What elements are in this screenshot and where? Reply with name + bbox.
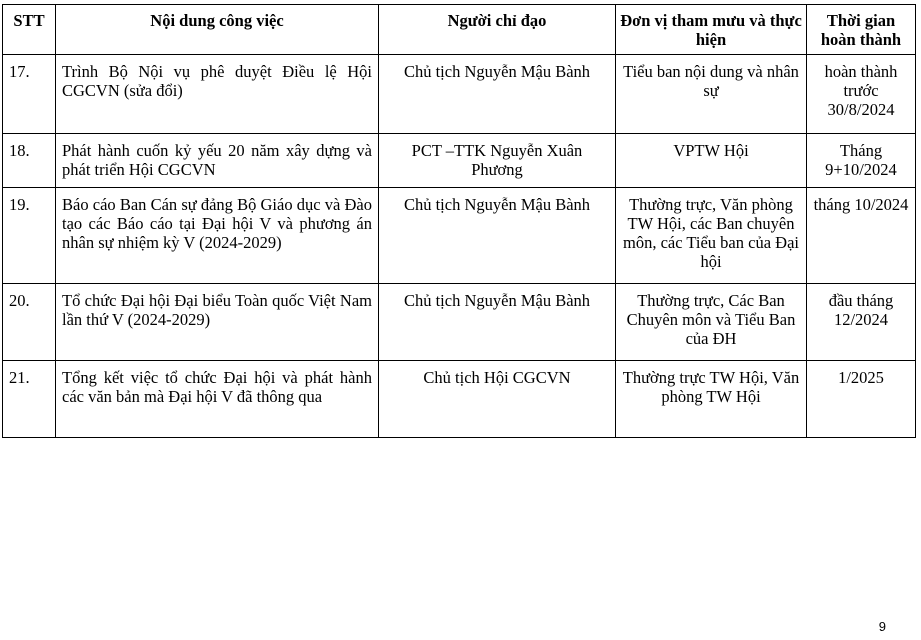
row-deadline: hoàn thành trước 30/8/2024 bbox=[807, 55, 916, 134]
row-content: Tổ chức Đại hội Đại biểu Toàn quốc Việt Nam lần thứ V (2024-2029) bbox=[56, 284, 379, 361]
column-header-deadline: Thời gian hoàn thành bbox=[807, 5, 916, 55]
work-plan-table bbox=[2, 4, 916, 438]
row-stt: 19. bbox=[3, 188, 56, 284]
row-director: Chủ tịch Hội CGCVN bbox=[379, 361, 616, 438]
row-stt: 20. bbox=[3, 284, 56, 361]
row-deadline: 1/2025 bbox=[807, 361, 916, 438]
row-deadline: Tháng 9+10/2024 bbox=[807, 134, 916, 188]
row-content: Báo cáo Ban Cán sự đảng Bộ Giáo dục và Đào tạo các Báo cáo tại Đại hội V và phương án nhân sự nhiệm kỳ V (2024-2029) bbox=[56, 188, 379, 284]
column-header-unit: Đơn vị tham mưu và thực hiện bbox=[616, 5, 807, 55]
table-header-row bbox=[3, 5, 916, 55]
row-unit: Thường trực, Văn phòng TW Hội, các Ban chuyên môn, các Tiểu ban của Đại hội bbox=[616, 188, 807, 284]
row-deadline: tháng 10/2024 bbox=[807, 188, 916, 284]
row-director: Chủ tịch Nguyễn Mậu Bành bbox=[379, 188, 616, 284]
row-director: PCT –TTK Nguyễn Xuân Phương bbox=[379, 134, 616, 188]
table-row bbox=[3, 284, 916, 361]
column-header-stt: STT bbox=[3, 5, 56, 55]
column-header-director: Người chỉ đạo bbox=[379, 5, 616, 55]
row-content: Trình Bộ Nội vụ phê duyệt Điều lệ Hội CGCVN (sửa đổi) bbox=[56, 55, 379, 134]
row-deadline: đầu tháng 12/2024 bbox=[807, 284, 916, 361]
table-row bbox=[3, 361, 916, 438]
row-unit: Thường trực TW Hội, Văn phòng TW Hội bbox=[616, 361, 807, 438]
row-stt: 21. bbox=[3, 361, 56, 438]
table-row bbox=[3, 55, 916, 134]
row-unit: VPTW Hội bbox=[616, 134, 807, 188]
row-stt: 18. bbox=[3, 134, 56, 188]
column-header-content: Nội dung công việc bbox=[56, 5, 379, 55]
row-content: Phát hành cuốn kỷ yếu 20 năm xây dựng và phát triển Hội CGCVN bbox=[56, 134, 379, 188]
row-unit: Thường trực, Các Ban Chuyên môn và Tiểu Ban của ĐH bbox=[616, 284, 807, 361]
row-unit: Tiểu ban nội dung và nhân sự bbox=[616, 55, 807, 134]
row-director: Chủ tịch Nguyễn Mậu Bành bbox=[379, 55, 616, 134]
row-content: Tổng kết việc tổ chức Đại hội và phát hành các văn bản mà Đại hội V đã thông qua bbox=[56, 361, 379, 438]
table-row bbox=[3, 188, 916, 284]
page-number: 9 bbox=[878, 619, 886, 634]
table-row bbox=[3, 134, 916, 188]
row-director: Chủ tịch Nguyễn Mậu Bành bbox=[379, 284, 616, 361]
row-stt: 17. bbox=[3, 55, 56, 134]
